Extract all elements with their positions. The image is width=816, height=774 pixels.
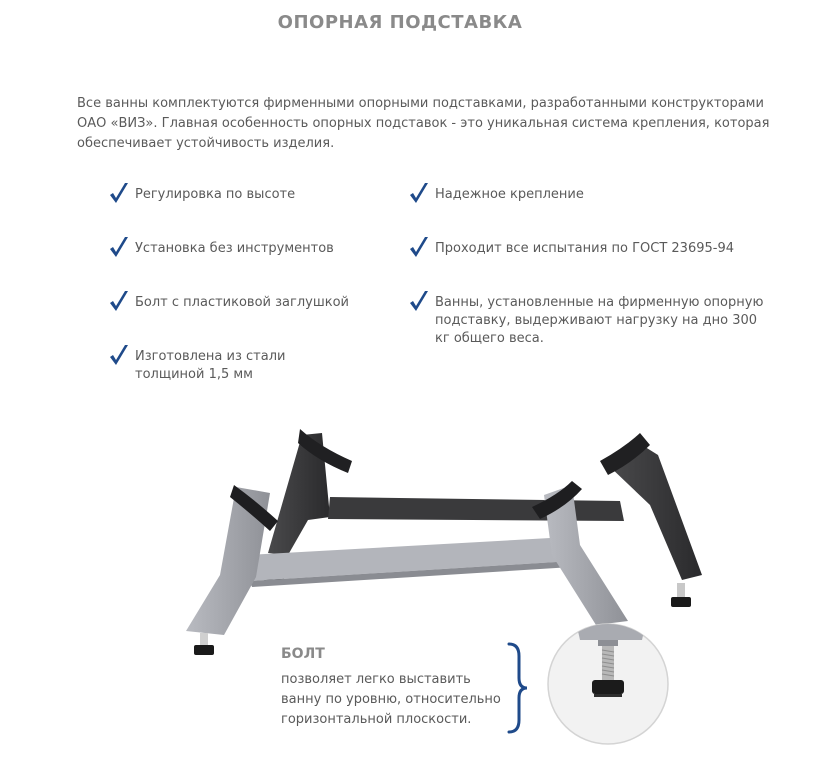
- feature-text: Изготовлена из стали толщиной 1,5 мм: [135, 349, 286, 382]
- check-icon: [108, 182, 130, 206]
- feature-item: [108, 294, 368, 314]
- check-icon: [408, 182, 430, 206]
- bolt-title: БОЛТ: [281, 646, 325, 662]
- feature-text: Установка без инструментов: [135, 241, 334, 256]
- feature-item: [108, 240, 368, 260]
- check-icon: [408, 290, 430, 314]
- bolt-closeup-image: [546, 622, 670, 746]
- bolt-description: позволяет легко выставить ванну по уровню, относительно горизонтальной плоскости.: [281, 672, 501, 727]
- feature-text: Проходит все испытания по ГОСТ 23695-94: [435, 241, 734, 256]
- feature-text: Регулировка по высоте: [135, 187, 296, 202]
- check-icon: [108, 344, 130, 368]
- feature-item: [408, 186, 778, 206]
- feature-text: Надежное крепление: [435, 187, 584, 202]
- check-icon: [108, 236, 130, 260]
- feature-item: [108, 348, 313, 384]
- check-icon: [108, 290, 130, 314]
- check-icon: [408, 236, 430, 260]
- page-title: ОПОРНАЯ ПОДСТАВКА: [277, 12, 523, 33]
- feature-item: [108, 186, 368, 206]
- stand-illustration: [180, 425, 740, 655]
- feature-text: Ванны, установленные на фирменную опорную подставку, выдерживают нагрузку на дно 300 кг общего веса.: [435, 295, 764, 346]
- intro-paragraph: Все ванны комплектуются фирменными опорными подставками, разработанными конструкторами ОАО «ВИЗ». Главная особенность опорных подставок - это уникальная система крепления, которая обеспечивает устойчивость изделия.: [77, 96, 770, 151]
- feature-item: [408, 240, 778, 260]
- feature-text: Болт с пластиковой заглушкой: [135, 295, 349, 310]
- feature-item: [408, 294, 773, 348]
- brace-icon: [505, 640, 529, 736]
